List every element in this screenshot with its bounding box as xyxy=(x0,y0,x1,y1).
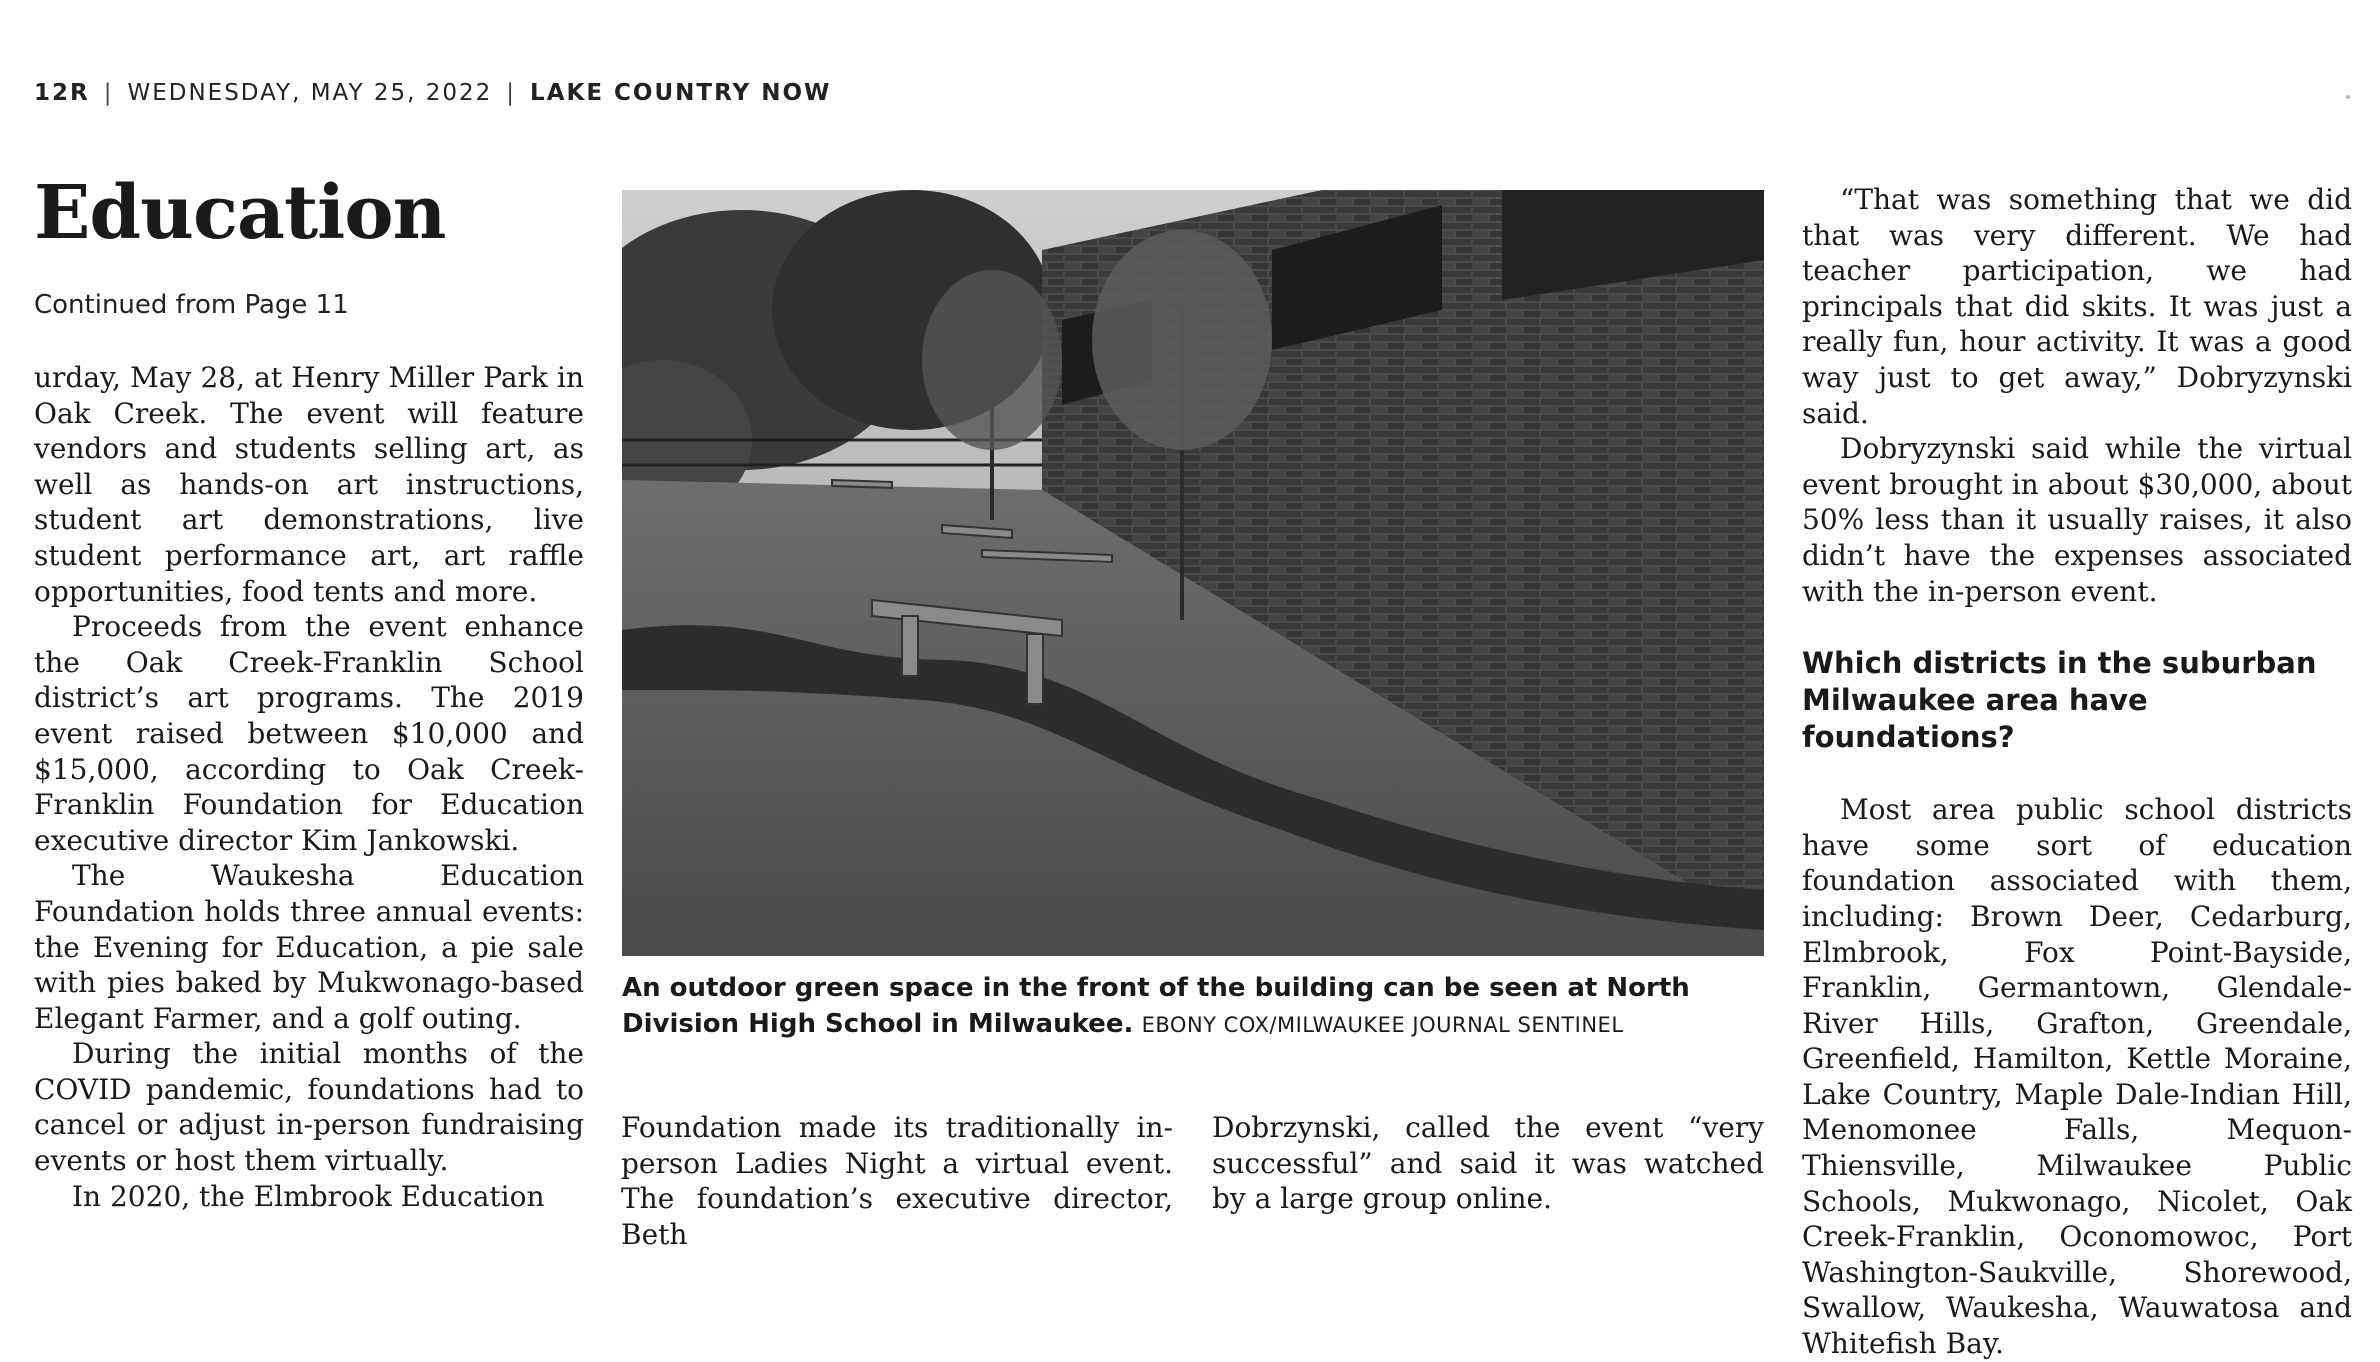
paragraph: Dobrzynski, called the event “very successful” and said it was watched by a large group online. xyxy=(1212,1111,1764,1216)
schoolyard-photo-illustration xyxy=(622,190,1764,956)
paragraph: During the initial months of the COVID pandemic, foundations had to cancel or adjust in-person fundraising events or host them virtually. xyxy=(34,1037,584,1178)
subhead: Which districts in the suburban Milwaukee area have foundations? xyxy=(1802,646,2317,755)
issue-date: WEDNESDAY, MAY 25, 2022 xyxy=(127,80,493,106)
column-4 xyxy=(1802,182,2352,1362)
paragraph: In 2020, the Elmbrook Education xyxy=(72,1179,545,1213)
column-1 xyxy=(34,360,584,1214)
column-2 xyxy=(621,1110,1173,1252)
paragraph: The Waukesha Education Foundation holds three annual events: the Evening for Education, a pie sale with pies baked by Mukwonago-based Elegant Farmer, and a golf outing. xyxy=(34,859,584,1035)
photo-credit: EBONY COX/MILWAUKEE JOURNAL SENTINEL xyxy=(1141,1013,1624,1037)
paragraph: Most area public school districts have some sort of education foundation associated with them, including: Brown Deer, Cedarburg, Elmbrook, Fox Point-Bayside, Franklin, Germantown, Glendale-River Hills, Grafton, Greendale, Greenfield, Hamilton, Kettle Moraine, Lake Country, Maple Dale-Indian Hill, Menomonee Falls, Mequon-Thiensville, Milwaukee Public Schools, Mukwonago, Nicolet, Oak Creek-Franklin, Oconomowoc, Port Washington-Saukville, Shorewood, Swallow, Waukesha, Wauwatosa and Whitefish Bay. xyxy=(1802,793,2352,1361)
page-folio: 12R | WEDNESDAY, MAY 25, 2022 | LAKE COUNTRY NOW xyxy=(34,80,832,106)
continued-line: Continued from Page 11 xyxy=(34,290,349,320)
photo-caption xyxy=(622,970,1764,1043)
column-3 xyxy=(1212,1110,1764,1217)
paragraph: “That was something that we did that was very different. We had teacher participation, we had principals that did skits. It was just a really fun, hour activity. It was a good way just to get away,” Dobryzynski said. xyxy=(1802,183,2352,430)
section-title: Education xyxy=(34,170,446,256)
paragraph: urday, May 28, at Henry Miller Park in Oak Creek. The event will feature vendors and students selling art, as well as hands-on art instructions, student art demonstrations, live student performance art, art raffle opportunities, food tents and more. xyxy=(34,361,584,608)
paragraph: Dobryzynski said while the virtual event brought in about $30,000, about 50% less than it usually raises, it also didn’t have the expenses associated with the in-person event. xyxy=(1802,432,2352,608)
caption-text: An outdoor green space in the front of the building can be seen at North Division High School in Milwaukee. xyxy=(622,973,1690,1039)
publication-name: LAKE COUNTRY NOW xyxy=(530,80,832,106)
news-photo xyxy=(622,190,1764,956)
paragraph: Foundation made its traditionally in-person Ladies Night a virtual event. The foundation’s executive director, Beth xyxy=(621,1111,1173,1251)
page-number: 12R xyxy=(34,80,90,106)
registration-dot xyxy=(2346,95,2350,99)
paragraph: Proceeds from the event enhance the Oak Creek-Franklin School district’s art programs. The 2019 event raised between $10,000 and $15,000, according to Oak Creek-Franklin Foundation for Education executive director Kim Jankowski. xyxy=(34,610,584,857)
